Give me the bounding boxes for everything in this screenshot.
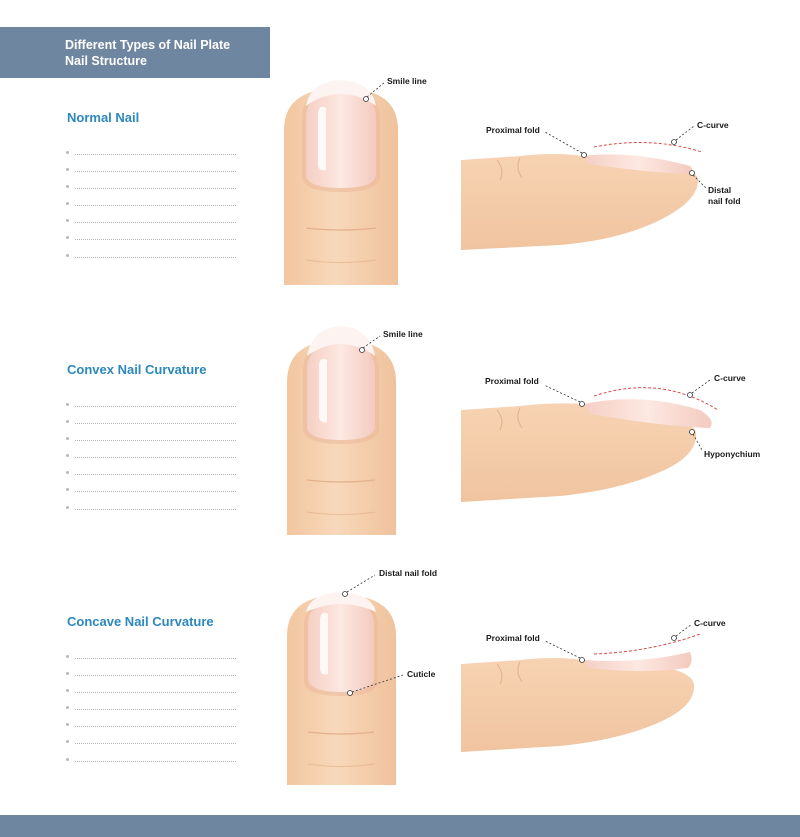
- label-c-curve-1: [672, 120, 729, 145]
- finger-side-concave: [461, 634, 700, 752]
- c-curve-line: [594, 634, 700, 654]
- svg-text:Distal: Distal: [708, 185, 732, 195]
- svg-text:C-curve: C-curve: [697, 120, 729, 130]
- svg-text:C-curve: C-curve: [694, 618, 726, 628]
- label-hyponychium: [690, 430, 761, 460]
- finger-front-normal: [284, 80, 398, 285]
- svg-text:Cuticle: Cuticle: [407, 669, 436, 679]
- label-distal-nail-fold-3: [343, 568, 438, 597]
- c-curve-line: [594, 143, 702, 152]
- nail-side: [584, 652, 692, 671]
- svg-text:Distal nail fold: Distal nail fold: [379, 568, 438, 578]
- svg-text:Proximal fold: Proximal fold: [486, 125, 540, 135]
- label-c-curve-2: [688, 373, 746, 398]
- section-title-concave: Concave Nail Curvature: [67, 614, 214, 629]
- finger-side-normal: [461, 143, 702, 250]
- svg-text:nail fold: nail fold: [708, 196, 741, 206]
- finger-front-convex: [287, 326, 396, 535]
- svg-text:Proximal fold: Proximal fold: [486, 633, 540, 643]
- svg-text:Smile line: Smile line: [387, 76, 427, 86]
- footer-bar: [0, 815, 800, 837]
- label-proximal-fold-3: [486, 633, 585, 663]
- nail-plate: [308, 600, 374, 692]
- label-distal-nail-fold-1: [690, 171, 741, 207]
- label-c-curve-3: [672, 618, 726, 641]
- svg-text:Proximal fold: Proximal fold: [485, 376, 539, 386]
- label-proximal-fold-2: [485, 376, 585, 407]
- title-line-2: Nail Structure: [65, 54, 147, 68]
- section-title-normal: Normal Nail: [67, 110, 140, 125]
- section-title-convex: Convex Nail Curvature: [67, 362, 207, 377]
- svg-text:C-curve: C-curve: [714, 373, 746, 383]
- finger-side-convex: [461, 388, 718, 502]
- title-line-1: Different Types of Nail Plate: [65, 38, 231, 52]
- svg-text:Smile line: Smile line: [383, 329, 423, 339]
- nail-plate: [306, 90, 376, 188]
- label-proximal-fold-1: [486, 125, 587, 158]
- svg-text:Hyponychium: Hyponychium: [704, 449, 761, 459]
- finger-front-concave: [287, 592, 396, 785]
- nail-plate: [307, 342, 375, 440]
